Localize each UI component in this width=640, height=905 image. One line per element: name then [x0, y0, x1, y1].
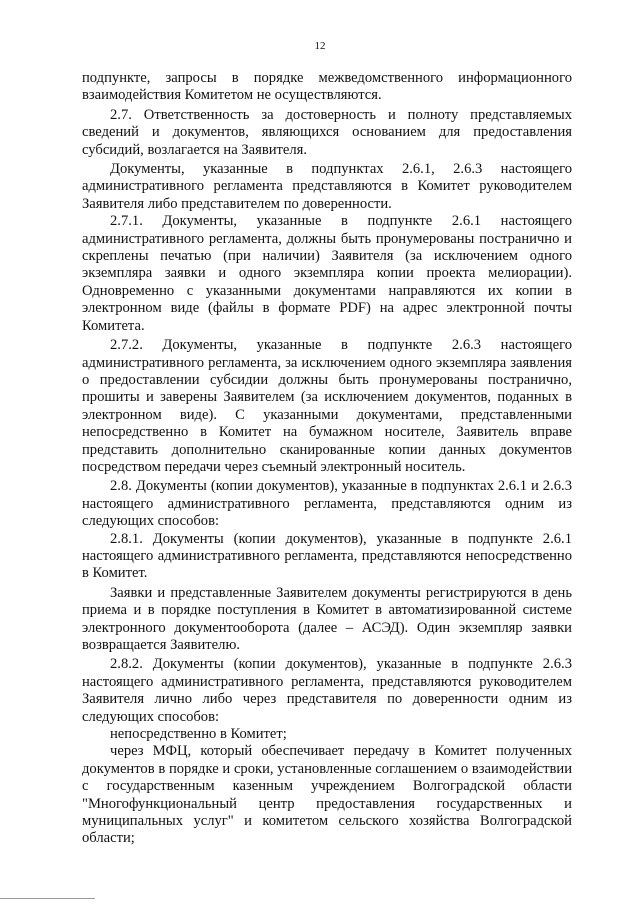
paragraph-2-7-1: 2.7.1. Документы, указанные в подпункте 2.6.1 настоящего административного регламента, должны быть пронумерованы постранично и скреплены печатью (при наличии) Заявителя (за исключением одного экземпляра заявки и одного экземпляра копии проекта мелиорации). Одновременно с указанными документами направляются их копии в электронном виде (файлы в формате PDF) на адрес электронной почты Комитета.	[82, 213, 572, 334]
paragraph-registration: Заявки и представленные Заявителем документы регистрируются в день приема и в порядке поступления в Комитет в автоматизированной системе электронного документооборота (далее – АСЭД). Один экземпляр заявки возвращается Заявителю.	[82, 584, 572, 653]
page-number: 12	[314, 40, 326, 52]
paragraph-request-note: подпункте, запросы в порядке межведомственного информационного взаимодействия Комитетом не осуществляются.	[82, 70, 572, 104]
paragraph-via-mfc: через МФЦ, который обеспечивает передачу в Комитет полученных документов в порядке и сроки, установленные соглашением о взаимодействии с государственным казенным учреждением Волгоградской области "Многофункциональный центр предоставления государственных и муниципальных услуг" и комитетом сельского хозяйства Волгоградской области;	[82, 743, 572, 847]
paragraph-2-8-2: 2.8.2. Документы (копии документов), указанные в подпункте 2.6.3 настоящего административного регламента, представляются руководителем Заявителя лично либо через представителя по доверенности одним из следующих способов:	[82, 656, 572, 725]
paragraph-2-7-2: 2.7.2. Документы, указанные в подпункте 2.6.3 настоящего административного регламента, за исключением одного экземпляра заявления о предоставлении субсидии должны быть пронумерованы постранично, прошиты и заверены Заявителем (за исключением документов, поданных в электронном виде). С указанными документами, представленными непосредственно в Комитет на бумажном носителе, Заявитель вправе представить дополнительно сканированные копии данных документов посредством передачи через съемный электронный носитель.	[82, 337, 572, 475]
footer-rule	[0, 898, 95, 899]
document-body	[82, 70, 572, 848]
paragraph-2-7: 2.7. Ответственность за достоверность и полноту представляемых сведений и документов, являющихся основанием для предоставления субсидий, возлагается на Заявителя.	[82, 106, 572, 158]
paragraph-2-8: 2.8. Документы (копии документов), указанные в подпунктах 2.6.1 и 2.6.3 настоящего административного регламента, представляются одним из следующих способов:	[82, 478, 572, 530]
paragraph-direct-to-committee: непосредственно в Комитет;	[110, 726, 287, 743]
paragraph-documents-submission: Документы, указанные в подпунктах 2.6.1, 2.6.3 настоящего административного регламента представляются в Комитет руководителем Заявителя либо представителем по доверенности.	[82, 161, 572, 212]
paragraph-2-8-1: 2.8.1. Документы (копии документов), указанные в подпункте 2.6.1 настоящего административного регламента, представляются непосредственно в Комитет.	[82, 530, 572, 582]
